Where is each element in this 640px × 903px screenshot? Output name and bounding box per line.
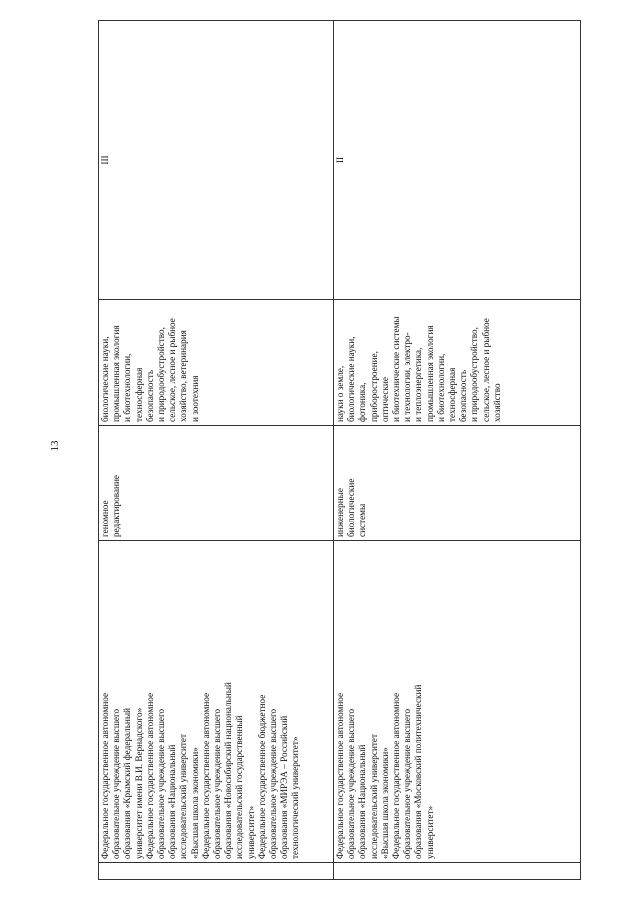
text-line: образования «Крымский федеральный: [122, 708, 133, 859]
text-line: и теплоэнергетика,: [413, 347, 424, 422]
level-cell: III: [99, 21, 334, 300]
text-line: Федеральное государственное автономное: [100, 692, 110, 859]
text-line: и биотехнологии,: [122, 353, 133, 422]
text-line: образования «Национальный: [167, 744, 178, 859]
rotated-table-stage: [98, 20, 581, 880]
text-line: исследовательский государственный: [234, 715, 245, 859]
text-line: университет имени В.И. Вернадского»: [133, 707, 144, 859]
text-line: и технологии, электро-: [402, 332, 413, 422]
text-line: и природообустройство,: [469, 327, 480, 422]
text-line: техносферная: [447, 367, 458, 422]
text-line: образования «Московский политехнический: [413, 684, 424, 859]
text-line: редактирование: [111, 475, 122, 537]
text-line: образования «МИРЭА – Российский: [279, 715, 290, 859]
organizations-cell: [334, 541, 581, 863]
text-line: приборостроение,: [368, 351, 379, 422]
text-line: системы: [357, 503, 368, 537]
text-line: хозяйство: [491, 383, 502, 422]
text-line: техносферная: [133, 367, 144, 422]
text-line: сельское, лесное и рыбное: [167, 318, 178, 422]
text-line: университет»: [424, 805, 435, 859]
text-line: образования «Национальный: [357, 744, 368, 859]
text-line: образовательное учреждение высшего: [346, 708, 357, 859]
direction-cell: [99, 426, 334, 541]
text-line: промышленная экология: [111, 325, 122, 422]
text-line: университет»: [245, 805, 256, 859]
text-line: промышленная экология: [424, 325, 435, 422]
text-line: образовательное учреждение высшего: [402, 708, 413, 859]
text-line: безопасность: [458, 369, 469, 422]
text-line: Федеральное государственное автономное: [144, 692, 155, 859]
text-line: образовательное учреждение высшего: [212, 708, 223, 859]
text-line: Федеральное государственное автономное: [335, 692, 345, 859]
areas-cell: [99, 300, 334, 426]
text-line: геномное: [100, 500, 110, 537]
text-line: науки о земле,: [335, 365, 345, 422]
table-row: [334, 21, 581, 880]
text-line: биологические: [346, 478, 357, 537]
text-line: Федеральное государственное бюджетное: [256, 694, 267, 859]
text-line: Федеральное государственное автономное: [391, 692, 402, 859]
text-line: образовательное учреждение высшего: [111, 708, 122, 859]
text-line: исследовательский университет: [178, 734, 189, 859]
text-line: биологические науки,: [100, 336, 110, 422]
page-number: 13: [49, 440, 61, 452]
text-line: исследовательский университет: [368, 734, 379, 859]
text-line: инженерные: [335, 488, 345, 537]
table-row: [99, 21, 334, 880]
areas-cell: [334, 300, 581, 426]
text-line: образовательное учреждение высшего: [156, 708, 167, 859]
text-line: безопасность: [144, 369, 155, 422]
text-line: «Высшая школа экономики»: [379, 747, 390, 859]
text-line: «Высшая школа экономики»: [189, 747, 200, 859]
text-line: сельское, лесное и рыбное: [480, 318, 491, 422]
text-line: образовательное учреждение высшего: [268, 708, 279, 859]
text-line: и биотехнологии,: [435, 353, 446, 422]
organizations-cell: [99, 541, 334, 863]
rotated-table-frame: [98, 20, 581, 880]
text-line: образования «Новосибирский национальный: [223, 682, 234, 859]
text-line: биологические науки,: [346, 336, 357, 422]
direction-cell: [334, 426, 581, 541]
level-cell: II: [334, 21, 581, 300]
universities-table: [98, 20, 581, 880]
text-line: оптические: [379, 377, 390, 422]
text-line: хозяйство, ветеринария: [178, 330, 189, 422]
text-line: и биотехнические системы: [391, 316, 402, 422]
text-line: Федеральное государственное автономное: [200, 692, 211, 859]
row-number-cell: [99, 863, 334, 880]
text-line: технологический университет»: [290, 736, 301, 859]
row-number-cell: [334, 863, 581, 880]
text-line: фотоника,: [357, 382, 368, 422]
text-line: и зоотехния: [189, 375, 200, 422]
text-line: и природообустройство,: [156, 327, 167, 422]
